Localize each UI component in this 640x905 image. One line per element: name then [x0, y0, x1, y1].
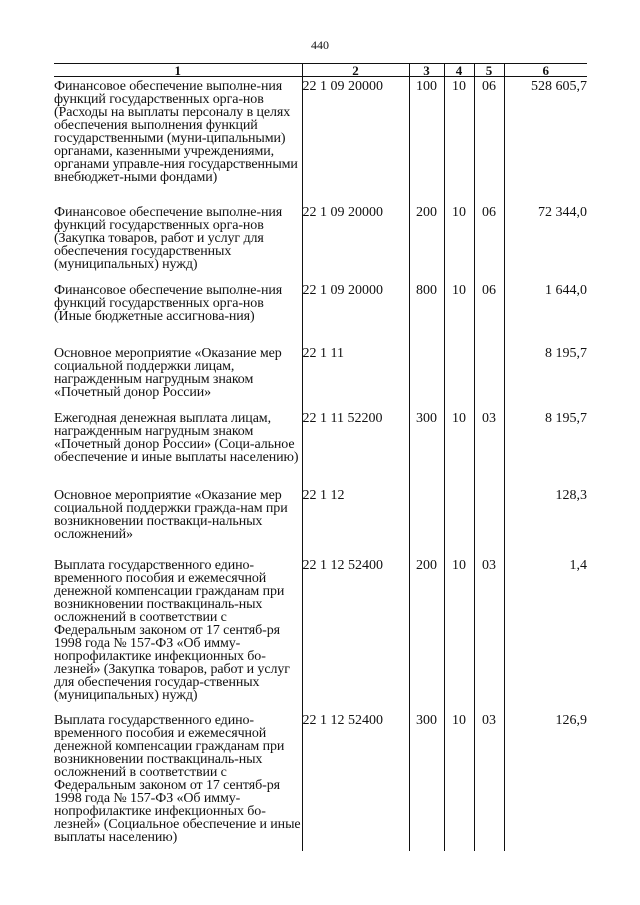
row-col3: 300: [409, 711, 444, 851]
table-row: [54, 486, 587, 556]
column-header-4: 4: [444, 64, 474, 77]
row-col5: 03: [474, 711, 504, 851]
row-col4: 10: [444, 203, 474, 281]
row-amount: 1 644,0: [504, 281, 587, 344]
row-name: Основное мероприятие «Оказание мер социальной поддержки гражда-нам при возникновении поствакци-нальных осложнений»: [54, 486, 302, 556]
row-amount: 72 344,0: [504, 203, 587, 281]
row-col4: 10: [444, 77, 474, 203]
column-header-2: 2: [302, 64, 409, 77]
row-col5: 06: [474, 281, 504, 344]
row-col3: 200: [409, 556, 444, 711]
row-name: Основное мероприятие «Оказание мер социальной поддержки лицам, награжденным нагрудным знаком «Почетный донор России»: [54, 344, 302, 409]
column-header-1: 1: [54, 64, 302, 77]
row-col4: [444, 344, 474, 409]
row-col4: 10: [444, 711, 474, 851]
table-row: [54, 409, 587, 486]
row-amount: 128,3: [504, 486, 587, 556]
row-col4: 10: [444, 556, 474, 711]
row-amount: 126,9: [504, 711, 587, 851]
row-name: Финансовое обеспечение выполне-ния функций государственных орга-нов (Иные бюджетные ассигнова-ния): [54, 281, 302, 344]
row-amount: 8 195,7: [504, 344, 587, 409]
row-code: 22 1 09 20000: [302, 203, 409, 281]
row-amount: 8 195,7: [504, 409, 587, 486]
row-name: Финансовое обеспечение выполне-ния функций государственных орга-нов (Расходы на выплаты персоналу в целях обеспечения выполнения функций государственными (муни-ципальными) органами, казенными учреждениями, органами управле-ния государственными внебюджет-ными фондами): [54, 77, 302, 203]
row-name: Выплата государственного едино-временного пособия и ежемесячной денежной компенсации гражданам при возникновении поствакциналь-ных осложнений в соответствии с Федеральным законом от 17 сентяб-ря 1998 года № 157-ФЗ «Об имму-нопрофилактике инфекционных бо-лезней» (Социальное обеспечение и иные выплаты населению): [54, 711, 302, 851]
row-col3: 300: [409, 409, 444, 486]
row-col4: 10: [444, 281, 474, 344]
budget-table: [54, 63, 587, 851]
page-number: 440: [311, 38, 329, 52]
row-name: Выплата государственного едино-временного пособия и ежемесячной денежной компенсации гражданам при возникновении поствакциналь-ных осложнений в соответствии с Федеральным законом от 17 сентяб-ря 1998 года № 157-ФЗ «Об имму-нопрофилактике инфекционных бо-лезней» (Закупка товаров, работ и услуг для обеспечения государ-ственных (муниципальных) нужд): [54, 556, 302, 711]
table-row: [54, 77, 587, 203]
row-amount: 528 605,7: [504, 77, 587, 203]
row-code: 22 1 11: [302, 344, 409, 409]
table-row: [54, 281, 587, 344]
row-code: 22 1 12 52400: [302, 556, 409, 711]
table-row: [54, 344, 587, 409]
column-header-5: 5: [474, 64, 504, 77]
header-row: [54, 64, 587, 77]
row-code: 22 1 12 52400: [302, 711, 409, 851]
row-col5: 06: [474, 77, 504, 203]
row-code: 22 1 11 52200: [302, 409, 409, 486]
row-col4: 10: [444, 409, 474, 486]
row-col5: [474, 344, 504, 409]
row-col5: 03: [474, 556, 504, 711]
row-code: 22 1 09 20000: [302, 77, 409, 203]
row-col4: [444, 486, 474, 556]
column-header-3: 3: [409, 64, 444, 77]
row-name: Финансовое обеспечение выполне-ния функций государственных орга-нов (Закупка товаров, работ и услуг для обеспечения государственных (муниципальных) нужд): [54, 203, 302, 281]
row-col3: 200: [409, 203, 444, 281]
row-col3: 800: [409, 281, 444, 344]
row-col5: [474, 486, 504, 556]
table-row: [54, 711, 587, 851]
row-col5: 03: [474, 409, 504, 486]
row-col3: [409, 486, 444, 556]
row-amount: 1,4: [504, 556, 587, 711]
row-code: 22 1 12: [302, 486, 409, 556]
row-name: Ежегодная денежная выплата лицам, награжденным нагрудным знаком «Почетный донор России» (Соци-альное обеспечение и иные выплаты населению): [54, 409, 302, 486]
table-row: [54, 203, 587, 281]
row-col3: [409, 344, 444, 409]
row-code: 22 1 09 20000: [302, 281, 409, 344]
column-header-6: 6: [504, 64, 587, 77]
table-row: [54, 556, 587, 711]
row-col5: 06: [474, 203, 504, 281]
row-col3: 100: [409, 77, 444, 203]
